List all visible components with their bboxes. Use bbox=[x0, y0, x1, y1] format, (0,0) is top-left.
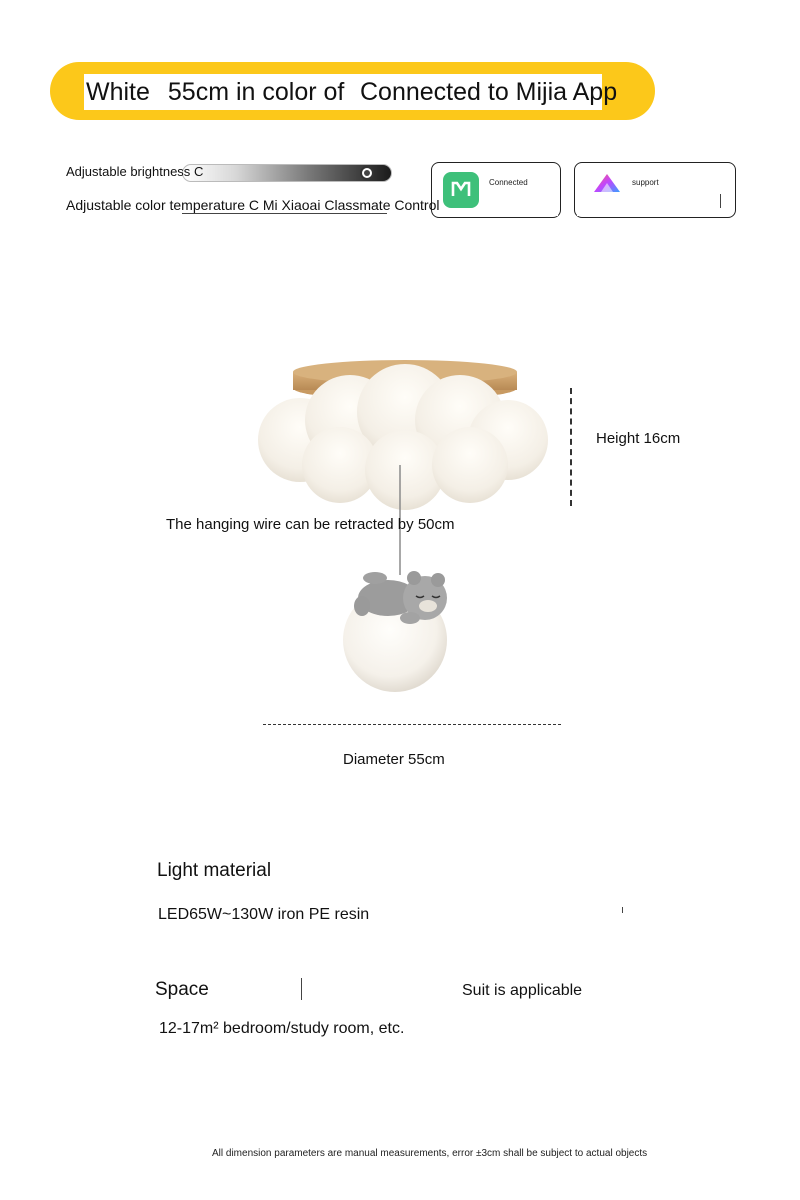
height-label: Height 16cm bbox=[596, 430, 681, 447]
brightness-suffix: C bbox=[193, 164, 204, 179]
brightness-label: Adjustable brightness bbox=[66, 164, 191, 179]
card2-divider bbox=[720, 194, 721, 208]
material-title: Light material bbox=[157, 860, 272, 881]
brightness-label-row bbox=[66, 164, 203, 179]
banner-segment-color-size bbox=[84, 74, 358, 110]
suit-applicable-label: Suit is applicable bbox=[462, 982, 583, 999]
banner-segment-connectivity: Connected to Mijia App bbox=[358, 74, 602, 110]
banner-color-text: White bbox=[86, 78, 150, 106]
space-value: 12-17m² bedroom/study room, etc. bbox=[159, 1020, 405, 1037]
color-temperature-line: Adjustable color temperature C Mi Xiaoai Classmate Control bbox=[66, 197, 440, 213]
space-divider bbox=[301, 978, 302, 1000]
diameter-label: Diameter 55cm bbox=[343, 751, 445, 768]
card2-text-backing bbox=[577, 196, 717, 216]
mijia-m-icon bbox=[451, 180, 471, 198]
card2-label: support bbox=[632, 178, 659, 187]
wire-retract-label: The hanging wire can be retracted by 50cm bbox=[166, 516, 455, 533]
card1-label: Connected bbox=[489, 178, 528, 187]
xiaoai-icon bbox=[590, 172, 624, 194]
material-tick bbox=[622, 907, 623, 913]
space-title: Space bbox=[155, 979, 209, 1000]
banner-size-text: 55cm in color of bbox=[167, 78, 345, 106]
height-dimension-line bbox=[570, 388, 572, 506]
cloud-bear-ceiling-lamp-illustration bbox=[240, 350, 570, 720]
color-temp-slider-line bbox=[182, 213, 387, 214]
diameter-dimension-line bbox=[263, 724, 561, 725]
material-value: LED65W~130W iron PE resin bbox=[158, 906, 370, 923]
measurement-footnote: All dimension parameters are manual measurements, error ±3cm shall be subject to actual objects bbox=[212, 1148, 648, 1159]
